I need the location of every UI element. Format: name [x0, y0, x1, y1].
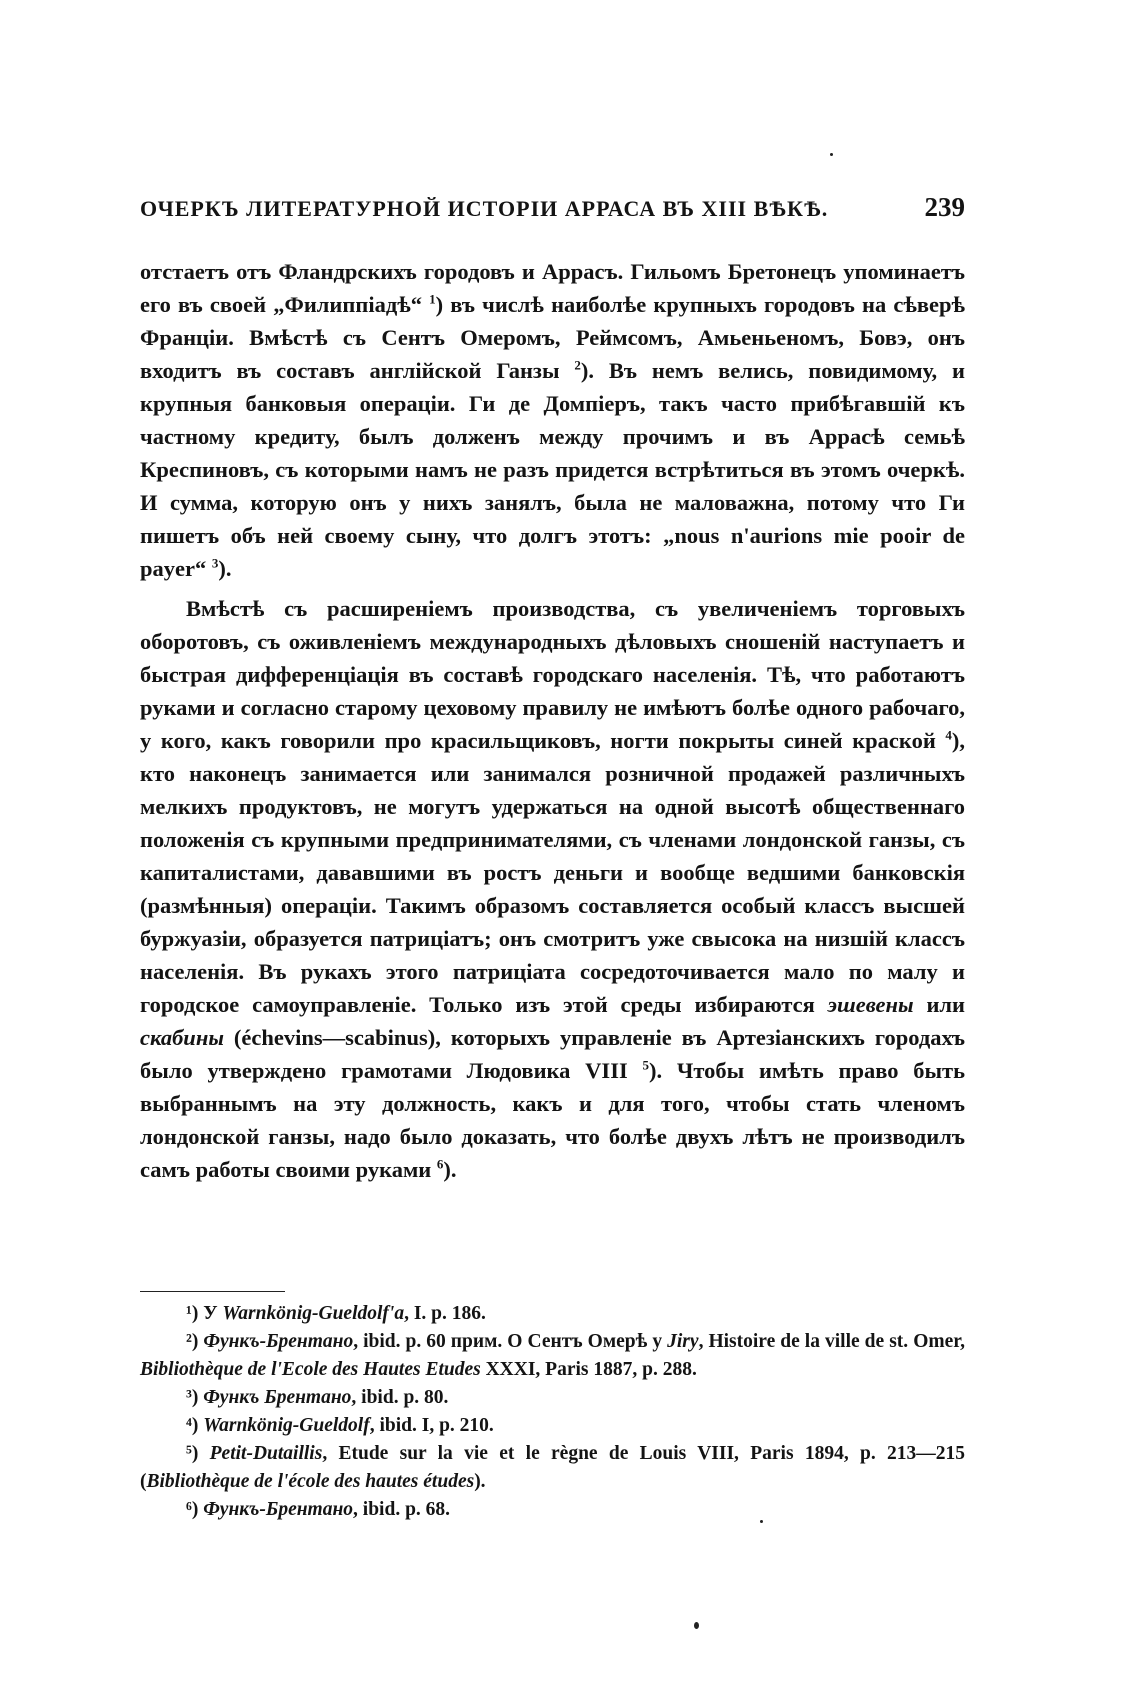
footnotes — [140, 1300, 965, 1524]
paragraph: Вмѣстѣ съ расширеніемъ производства, съ увеличеніемъ торговыхъ оборотовъ, съ оживленіемъ международныхъ дѣловыхъ сношеній наступаетъ и быстрая дифференціація въ составѣ городскаго населенія. Тѣ, что работаютъ руками и согласно старому цеховому правилу не имѣютъ болѣе одного рабочаго, у кого, какъ говорили про красильщиковъ, ногти покрыты синей краской $^4$), кто наконецъ занимается или занимался розничной продажей различныхъ мелкихъ продуктовъ, не могутъ удержаться на одной высотѣ общественнаго положенія съ крупными предпринимателями, съ членами лондонской ганзы, съ капиталистами, дававшими въ ростъ деньги и вообще ведшими банковскія (размѣнныя) операціи. Такимъ образомъ составляется особый классъ высшей буржуазіи, образуется патриціатъ; онъ смотритъ уже свысока на низшій классъ населенія. Въ рукахъ этого патриціата сосредоточивается мало по малу и городское самоуправленіе. Только изъ этой среды избираются эшевены или скабины (échevins—scabinus), которыхъ управленіе въ Артезіанскихъ городахъ было утверждено грамотами Людовика VIII $^5$). Чтобы имѣть право быть выбраннымъ на эту должность, какъ и для того, чтобы стать членомъ лондонской ганзы, надо было доказать, что болѣе двухъ лѣтъ не производилъ самъ работы своими руками $^6$). — [140, 596, 966, 1182]
footnote: ¹) У Warnkönig-Gueldolf'a, I. p. 186. — [186, 1303, 486, 1324]
footnote-ref: 5 — [642, 1057, 649, 1073]
footnote-ref: 2 — [574, 357, 581, 373]
scan-speck — [830, 153, 833, 156]
scan-speck — [760, 1520, 763, 1523]
footnote-ref: 1 — [429, 291, 436, 307]
footnote: ²) Функъ-Брентано, ibid. p. 60 прим. О Сентъ Омерѣ у Jiry, Histoire de la ville de st. Omer, Bibliothèque de l'Ecole des Hautes Etudes XXXI, Paris 1887, p. 288. — [140, 1331, 966, 1380]
footnote-divider — [140, 1291, 285, 1292]
term-italic: скабины — [140, 1025, 224, 1050]
footnote: ⁴) Warnkönig-Gueldolf, ibid. I, p. 210. — [186, 1415, 494, 1436]
footnote-ref: 6 — [436, 1156, 444, 1172]
page-header — [140, 192, 965, 228]
paragraph: отстаетъ отъ Фландрскихъ городовъ и Аррасъ. Гильомъ Бретонецъ упоминаетъ его въ своей „Филиппіадѣ“ $^1$) въ числѣ наиболѣе крупныхъ городовъ на сѣверѣ Франціи. Вмѣстѣ съ Сентъ Омеромъ, Реймсомъ, Амьеньеномъ, Бовэ, онъ входитъ въ составъ англійской Ганзы $^2$). Въ немъ велись, повидимому, и крупныя банковыя операціи. Ги де Домпіеръ, такъ часто прибѣгавшій къ частному кредиту, былъ долженъ между прочимъ и въ Аррасѣ семьѣ Креспиновъ, съ которыми намъ не разъ придется встрѣтиться въ этомъ очеркѣ. И сумма, которую онъ у нихъ занялъ, была не маловажна, потому что Ги пишетъ объ ней своему сыну, что долгъ этотъ: „nous n'aurions mie pooir de payer“ $^3$). — [140, 259, 965, 581]
footnote-ref: 3 — [211, 555, 219, 571]
page-number: 239 — [924, 192, 965, 222]
footnote-ref: 4 — [945, 727, 952, 743]
main-text — [140, 255, 965, 1186]
footnote: ⁶) Функъ-Брентано, ibid. p. 68. — [186, 1499, 451, 1520]
running-title: ОЧЕРКЪ ЛИТЕРАТУРНОЙ ИСТОРІИ АРРАСА ВЪ XIII ВѢКѢ. — [140, 196, 829, 221]
term-italic: эшевены — [827, 992, 914, 1017]
footnote: ⁵) Petit-Dutaillis, Etude sur la vie et le règne de Louis VIII, Paris 1894, p. 213—215 (Bibliothèque de l'école des hautes études). — [140, 1443, 966, 1492]
scan-speck — [694, 1622, 699, 1629]
footnote: ³) Функъ Брентано, ibid. p. 80. — [186, 1387, 449, 1408]
